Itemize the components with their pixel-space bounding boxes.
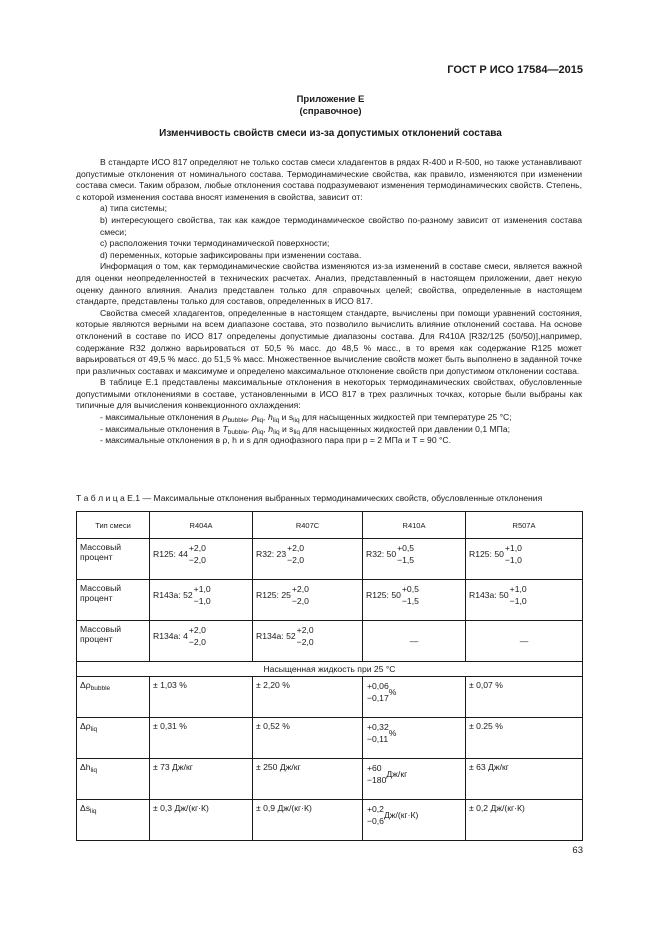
- table-cell: ± 0,2 Дж/(кг·К): [466, 800, 583, 841]
- table-cell: ± 0,31 %: [150, 718, 253, 759]
- row-label: Массовый процент: [77, 621, 150, 662]
- table-cell: —: [363, 621, 466, 662]
- table-header-row: [77, 512, 583, 539]
- paragraph: В таблице Е.1 представлены максимальные отклонения в некоторых термодинамических свойствах, обусловленные допустимыми отклонениями в составе, установленными в ИСО 817 в трех различных точках, которые были выбраны как типичные для вычисления конвекционного охлаждения:: [76, 377, 582, 411]
- table-cell: R125: 50 +0,5 −1,5: [363, 580, 466, 621]
- table-row: [77, 580, 583, 621]
- list-item: а) типа системы;: [100, 203, 168, 214]
- paragraph: Свойства смесей хладагентов, определенные в настоящем стандарте, вычислены при помощи уравнений состояния, которые являются верными на всем диапазоне состава, это позволило вычислить влияние отклонений состава. На основе отклонений в составе по ИСО 817 определены допустимые диапазоны состава. Для R410A [R32/125 (50/50)],например, содержание R32 должно варьироваться от 50,5 % масс. до 48,5 % масс., в то время как содержание R125 может варьироваться от 49,5 % масс. до 51,5 % масс. Множественное вычисление свойств может быть выполнено в заданной точке при различных составах и максимуме и определено максимальное отклонение свойств при допустимом отклонении состава.: [76, 307, 582, 376]
- table-cell: +0,06 −0,17 %: [363, 677, 466, 718]
- table-cell: R143a: 50 +1,0 −1,0: [466, 580, 583, 621]
- table-cell: R125: 44 +2,0 −2,0: [150, 539, 253, 580]
- table-cell: +0,32 −0,11 %: [363, 718, 466, 759]
- col-header: R410A: [363, 512, 466, 539]
- table-cell: +0,2 −0,6 Дж/(кг·К): [363, 800, 466, 841]
- list-item: d) переменных, которые зафиксированы при изменении состава.: [100, 249, 362, 260]
- bullet-item: - максимальные отклонения в $\rho_{bubble}$, $\rho_{liq}$, $h_{liq}$ и $s_{liq}$ для насыщенных жидкостей при температуре 25 °С;: [100, 412, 512, 425]
- annex-subtitle: (справочное): [299, 106, 362, 117]
- table-cell: ± 1,03 %: [150, 677, 253, 718]
- annex-label: Приложение Е: [296, 94, 365, 105]
- table-row: [77, 621, 583, 662]
- row-label: Массовый процент: [77, 580, 150, 621]
- table-caption: Т а б л и ц а Е.1 — Максимальные отклонения выбранных термодинамических свойств, обусловленные отклонения: [76, 493, 543, 503]
- table-cell: ± 0,9 Дж/(кг·К): [253, 800, 363, 841]
- body-text: [76, 157, 582, 447]
- list-item: b) интересующего свойства, так как каждое термодинамическое свойство по-разному зависит от изменения состава смеси;: [100, 214, 582, 237]
- row-label: Массовый процент: [77, 539, 150, 580]
- table-row: [77, 677, 583, 718]
- bullet-item: - максимальные отклонения в ρ, h и s для однофазного пара при p = 2 МПа и T = 90 °С.: [100, 435, 452, 446]
- table-cell: R143a: 52 +1,0 −1,0: [150, 580, 253, 621]
- table-cell: +60 −180 Дж/кг: [363, 759, 466, 800]
- list-item: с) расположения точки термодинамической поверхности;: [100, 238, 330, 249]
- table-cell: R134a: 4 +2,0 −2,0: [150, 621, 253, 662]
- col-header: R407C: [253, 512, 363, 539]
- table-cell: ± 73 Дж/кг: [150, 759, 253, 800]
- bullet-item: - максимальные отклонения в $T_{bubble}$, $\rho_{liq}$, $h_{liq}$ и $s_{liq}$ для насыщенных жидкостей при давлении 0,1 МПа;: [100, 423, 510, 436]
- table-row: [77, 539, 583, 580]
- annex-title: [0, 94, 661, 118]
- row-label: $\Delta\rho_{bubble}$: [77, 677, 150, 718]
- table-cell: ± 0.25 %: [466, 718, 583, 759]
- table-cell: R125: 50 +1,0 −1,0: [466, 539, 583, 580]
- page-number: 63: [572, 845, 583, 856]
- row-label: $\Delta h_{liq}$: [77, 759, 150, 800]
- table-cell: R125: 25 +2,0 −2,0: [253, 580, 363, 621]
- table-row: [77, 718, 583, 759]
- section-row: [77, 662, 583, 677]
- table-cell: ± 250 Дж/кг: [253, 759, 363, 800]
- table-cell: ± 0,07 %: [466, 677, 583, 718]
- table-cell: ± 63 Дж/кг: [466, 759, 583, 800]
- table-cell: —: [466, 621, 583, 662]
- table-cell: R32: 50 +0,5 −1,5: [363, 539, 466, 580]
- table-row: [77, 759, 583, 800]
- paragraph: В стандарте ИСО 817 определяют не только состав смеси хладагентов в рядах R-400 и R-500, но также устанавливают допустимые отклонения от номинального состава. Термодинамические свойства, как правило, изменяются при изменении состава смеси. Таким образом, любые отклонения состава подразумевают изменения термодинамических свойств. Степень, с которой изменения состава вносят изменения в свойства, зависит от:: [76, 157, 582, 202]
- table-cell: ± 0,3 Дж/(кг·К): [150, 800, 253, 841]
- col-header: R404A: [150, 512, 253, 539]
- annex-heading: Изменчивость свойств смеси из-за допустимых отклонений состава: [159, 128, 502, 139]
- table-row: [77, 800, 583, 841]
- table-cell: R32: 23 +2,0 −2,0: [253, 539, 363, 580]
- table-cell: ± 0,52 %: [253, 718, 363, 759]
- paragraph: Информация о том, как термодинамические свойства изменяются из-за изменений в составе смеси, является важной для оценки неопределенностей в технических расчетах. Анализ, представленный в настоящем приложении, дает некую оценку данного влияния. Анализ представлен только для справочных целей; свойства, определенные в настоящем стандарте, представлены только для составов, определенных в ИСО 817.: [76, 261, 582, 307]
- row-label: $\Delta s_{liq}$: [77, 800, 150, 841]
- col-header: Тип смеси: [77, 512, 150, 539]
- table-cell: R134a: 52 +2,0 −2,0: [253, 621, 363, 662]
- row-label: $\Delta\rho_{liq}$: [77, 718, 150, 759]
- standard-header: ГОСТ Р ИСО 17584—2015: [447, 64, 583, 76]
- table-cell: ± 2,20 %: [253, 677, 363, 718]
- deviation-table: [76, 511, 583, 841]
- col-header: R507A: [466, 512, 583, 539]
- section-label: Насыщенная жидкость при 25 °С: [77, 662, 583, 677]
